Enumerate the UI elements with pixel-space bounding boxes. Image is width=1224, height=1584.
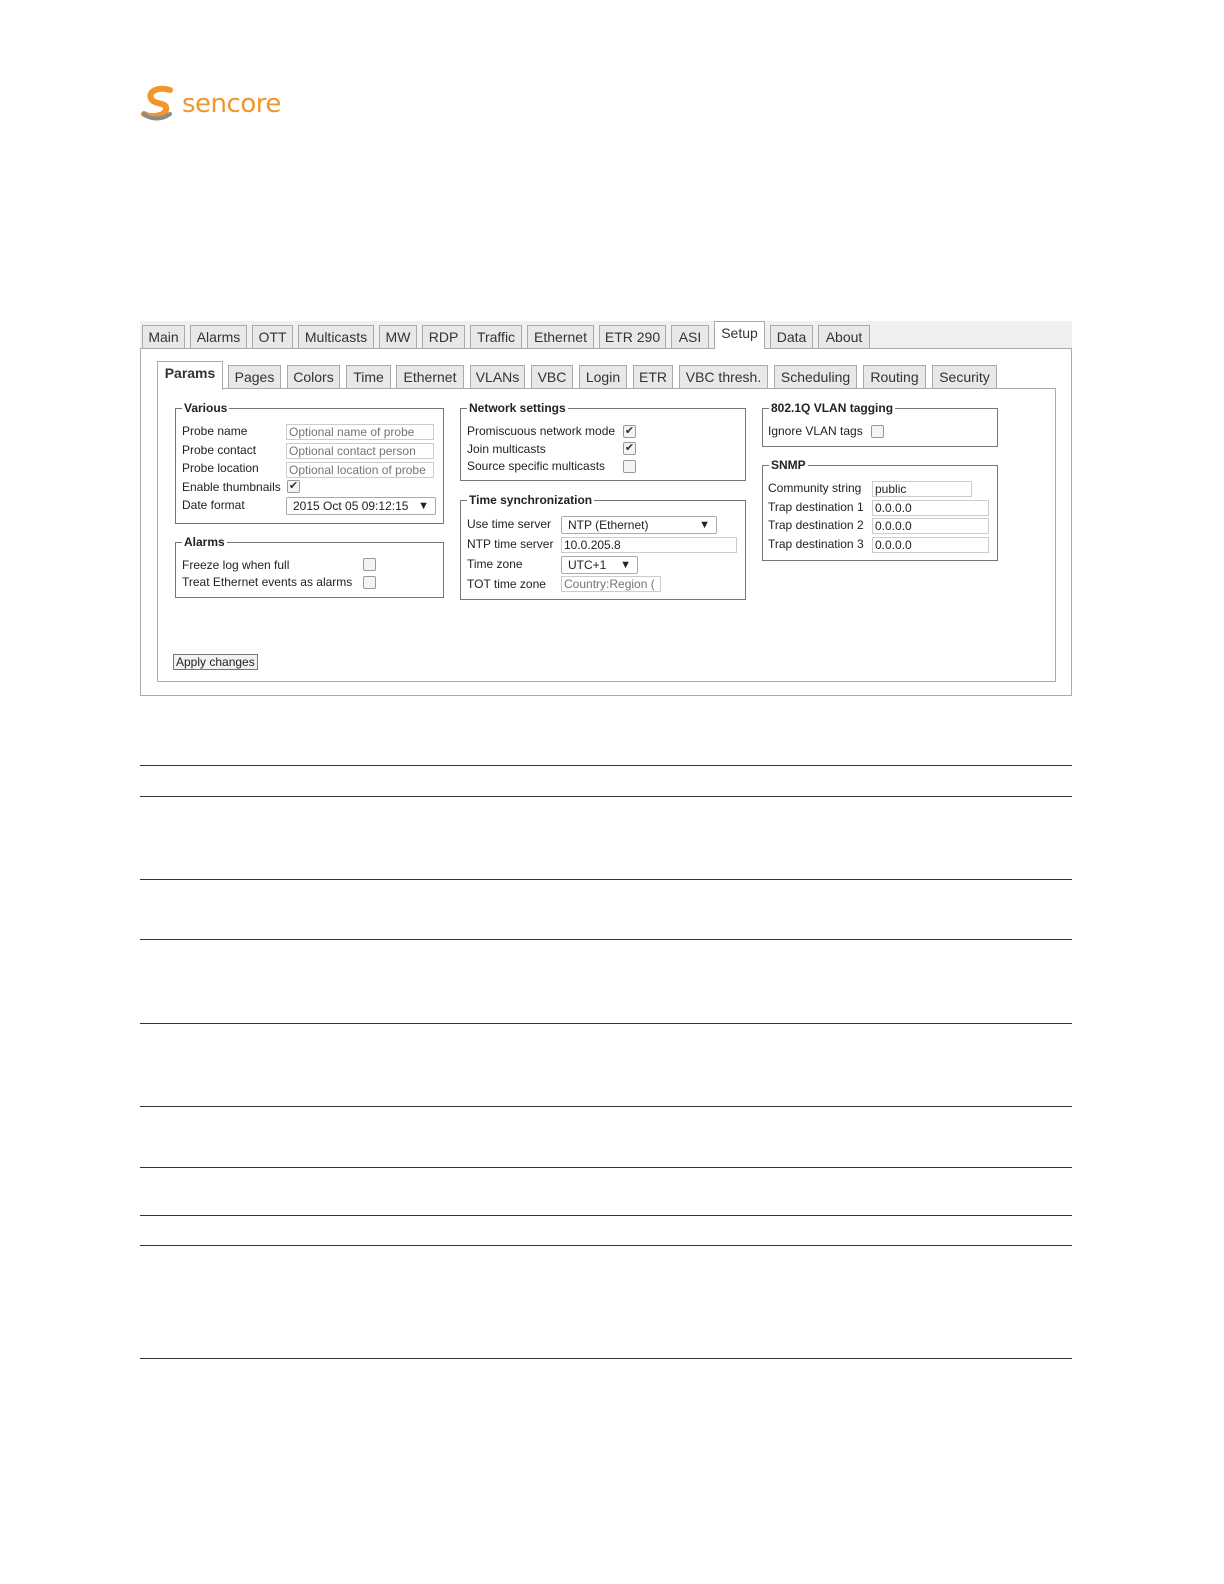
tab-mw[interactable]: MW [379, 325, 417, 348]
probe-name-input[interactable] [286, 424, 434, 440]
tab-etr290[interactable]: ETR 290 [599, 325, 666, 348]
tab-about[interactable]: About [818, 325, 870, 348]
trap-destination-1-label: Trap destination 1 [768, 500, 864, 514]
table-rule [140, 879, 1072, 880]
dropdown-arrow-icon: ▼ [620, 559, 631, 571]
source-specific-label: Source specific multicasts [467, 459, 606, 473]
trap-destination-3-input[interactable]: 0.0.0.0 [872, 537, 989, 553]
subtab-scheduling[interactable]: Scheduling [774, 365, 857, 389]
freeze-log-checkbox[interactable] [363, 558, 376, 571]
trap-destination-2-input[interactable]: 0.0.0.0 [872, 518, 989, 534]
sencore-swoosh-icon [140, 84, 180, 124]
tab-asi[interactable]: ASI [671, 325, 709, 348]
trap-destination-2-label: Trap destination 2 [768, 518, 864, 532]
trap-destination-1-input[interactable]: 0.0.0.0 [872, 500, 989, 516]
subtab-params[interactable]: Params [157, 361, 223, 390]
treat-ethernet-label: Treat Ethernet events as alarms [182, 575, 353, 589]
vlan-tagging-legend: 802.1Q VLAN tagging [771, 401, 894, 415]
probe-location-label: Probe location [182, 461, 259, 475]
snmp-legend: SNMP [771, 458, 806, 472]
table-rule [140, 1245, 1072, 1246]
ntp-time-server-input[interactable]: 10.0.205.8 [561, 537, 737, 553]
subtab-vbc-thresh[interactable]: VBC thresh. [679, 365, 768, 389]
table-rule [140, 1358, 1072, 1359]
community-string-input[interactable]: public [872, 481, 972, 497]
join-multicasts-label: Join multicasts [467, 442, 546, 456]
subtab-routing[interactable]: Routing [863, 365, 926, 389]
table-rule [140, 765, 1072, 766]
community-string-label: Community string [768, 481, 862, 495]
date-format-value: 2015 Oct 05 09:12:15 [293, 499, 409, 513]
promiscuous-checkbox[interactable]: ✔ [624, 425, 635, 437]
use-time-server-value: NTP (Ethernet) [568, 518, 649, 532]
time-zone-value: UTC+1 [568, 558, 607, 572]
time-zone-select[interactable] [561, 556, 638, 574]
apply-changes-button[interactable]: Apply changes [173, 654, 258, 670]
ntp-time-server-label: NTP time server [467, 537, 554, 551]
time-zone-label: Time zone [467, 557, 523, 571]
table-rule [140, 1023, 1072, 1024]
table-rule [140, 1106, 1072, 1107]
ignore-vlan-tags-label: Ignore VLAN tags [768, 424, 863, 438]
various-legend: Various [184, 401, 228, 415]
dropdown-arrow-icon: ▼ [418, 500, 429, 512]
enable-thumbnails-label: Enable thumbnails [182, 480, 281, 494]
subtab-ethernet[interactable]: Ethernet [396, 365, 464, 389]
tab-ott[interactable]: OTT [252, 325, 293, 348]
join-multicasts-checkbox[interactable]: ✔ [624, 442, 635, 454]
probe-contact-label: Probe contact [182, 443, 257, 457]
brand-name: sencore [182, 89, 281, 119]
date-format-label: Date format [182, 498, 245, 512]
table-rule [140, 1167, 1072, 1168]
use-time-server-select[interactable] [561, 516, 717, 534]
probe-contact-input[interactable] [286, 443, 434, 459]
enable-thumbnails-checkbox[interactable]: ✔ [288, 480, 299, 492]
freeze-log-label: Freeze log when full [182, 558, 290, 572]
table-rule [140, 796, 1072, 797]
source-specific-checkbox[interactable] [623, 460, 636, 473]
tab-setup[interactable]: Setup [714, 321, 765, 349]
subtab-etr[interactable]: ETR [633, 365, 673, 389]
tot-time-zone-input[interactable] [561, 576, 661, 592]
use-time-server-label: Use time server [467, 517, 552, 531]
subtab-security[interactable]: Security [932, 365, 997, 389]
trap-destination-3-label: Trap destination 3 [768, 537, 864, 551]
subtab-pages[interactable]: Pages [228, 365, 281, 389]
table-rule [140, 939, 1072, 940]
tab-data[interactable]: Data [770, 325, 813, 348]
setup-screenshot [140, 321, 1072, 696]
subtab-vlans[interactable]: VLANs [470, 365, 525, 389]
subtab-login[interactable]: Login [579, 365, 627, 389]
tab-alarms[interactable]: Alarms [190, 325, 247, 348]
subtab-colors[interactable]: Colors [287, 365, 340, 389]
table-rule [140, 1215, 1072, 1216]
probe-name-label: Probe name [182, 424, 248, 438]
network-settings-legend: Network settings [469, 401, 566, 415]
tab-multicasts[interactable]: Multicasts [298, 325, 374, 348]
alarms-legend: Alarms [184, 535, 225, 549]
tab-ethernet[interactable]: Ethernet [527, 325, 594, 348]
tab-traffic[interactable]: Traffic [470, 325, 522, 348]
treat-ethernet-checkbox[interactable] [363, 576, 376, 589]
tot-time-zone-label: TOT time zone [467, 577, 546, 591]
date-format-select[interactable] [286, 497, 436, 515]
sencore-logo [140, 84, 281, 124]
time-sync-legend: Time synchronization [469, 493, 593, 507]
probe-location-input[interactable] [286, 462, 434, 478]
subtab-vbc[interactable]: VBC [531, 365, 573, 389]
tab-rdp[interactable]: RDP [422, 325, 465, 348]
dropdown-arrow-icon: ▼ [699, 519, 710, 531]
promiscuous-label: Promiscuous network mode [467, 424, 616, 438]
ignore-vlan-tags-checkbox[interactable] [871, 425, 884, 438]
subtab-time[interactable]: Time [346, 365, 391, 389]
tab-main[interactable]: Main [142, 325, 185, 348]
